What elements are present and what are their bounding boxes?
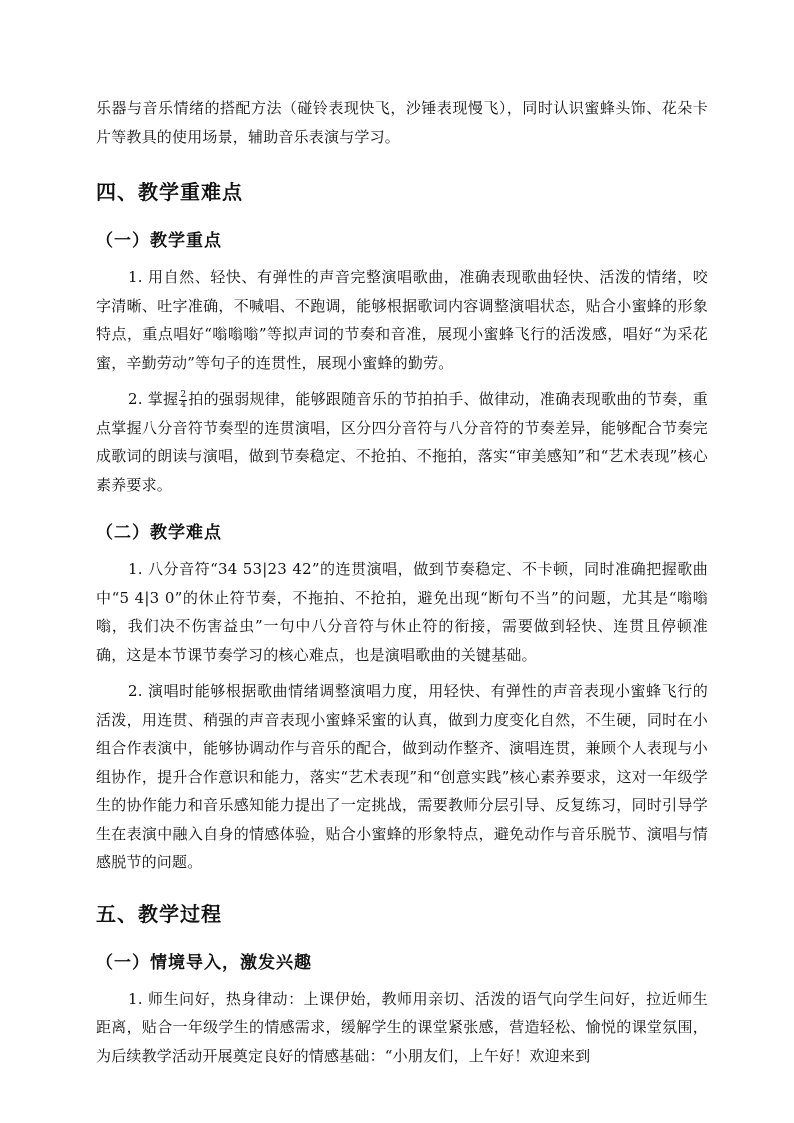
- difficulty-2: 2. 演唱时能够根据歌曲情绪调整演唱力度，用轻快、有弹性的声音表现小蜜蜂飞行的活泼，用连贯、稍强的声音表现小蜜蜂采蜜的认真，做到力度变化自然，不生硬，同时在小组合作表演中，能够协调动作与音乐的配合，做到动作整齐、演唱连贯，兼顾个人表现与小组协作，提升合作意识和能力，落实“艺术表现”和“创意实践”核心素养要求，这对一年级学生的协作能力和音乐感知能力提出了一定挑战，需要教师分层引导、反复练习，同时引导学生在表演中融入自身的情感体验，贴合小蜜蜂的形象特点，避免动作与音乐脱节、演唱与情感脱节的问题。: [96, 682, 708, 871]
- situation-intro-heading: （一）情境导入，激发兴趣: [96, 952, 312, 973]
- key-point-1: 1. 用自然、轻快、有弹性的声音完整演唱歌曲，准确表现歌曲轻快、活泼的情绪，咬字清晰、吐字准确，不喊唱、不跑调，能够根据歌词内容调整演唱状态，贴合小蜜蜂的形象特点，重点唱好“嗡嗡嗡”等拟声词的节奏和音准，展现小蜜蜂飞行的活泼感，唱好“为采花蜜，辛勤劳动”等句子的连贯性，展现小蜜蜂的勤劳。: [96, 268, 708, 372]
- difficulty-1: 1. 八分音符“34 53|23 42”的连贯演唱，做到节奏稳定、不卡顿，同时准确把握歌曲中“5 4|3 0”的休止符节奏，不拖拍、不抢拍，避免出现“断句不当”的问题，尤其是“嗡嗡嗡，我们决不伤害益虫”一句中八分音符与休止符的衔接，需要做到轻快、连贯且停顿准确，这是本节课节奏学习的核心难点，也是演唱歌曲的关键基础。: [96, 560, 708, 664]
- key-point-2-start: 2. 掌握: [128, 390, 179, 408]
- section-4-heading: 四、教学重难点: [96, 180, 243, 204]
- difficulties-heading: （二）教学难点: [96, 523, 222, 543]
- time-signature-denominator: 4: [180, 399, 187, 410]
- intro-paragraph: 乐器与音乐情绪的搭配方法（碰铃表现快飞，沙锤表现慢飞），同时认识蜜蜂头饰、花朵卡片等教具的使用场景，辅助音乐表演与学习。: [96, 99, 708, 146]
- time-signature-numerator: 2: [180, 389, 187, 400]
- key-point-2: [96, 385, 708, 499]
- key-point-2-rest: 拍的强弱规律，能够跟随音乐的节拍拍手、做律动，准确表现歌曲的节奏，重点掌握八分音符节奏型的连贯演唱，区分四分音符与八分音符的节奏差异，能够配合节奏完成歌词的朗读与演唱，做到节奏稳定、不抢拍、不拖拍，落实“审美感知”和“艺术表现”核心素养要求。: [96, 390, 708, 494]
- document-page: [96, 94, 708, 1070]
- section-5-heading: 五、教学过程: [96, 901, 222, 926]
- time-signature-fraction: [179, 391, 187, 410]
- key-points-heading: （一）教学重点: [96, 231, 222, 251]
- process-step-1: 1. 师生问好，热身律动：上课伊始，教师用亲切、活泼的语气向学生问好，拉近师生距离，贴合一年级学生的情感需求，缓解学生的课堂紧张感，营造轻松、愉悦的课堂氛围，为后续教学活动开展奠定良好的情感基础：“小朋友们，上午好！欢迎来到: [96, 989, 708, 1065]
